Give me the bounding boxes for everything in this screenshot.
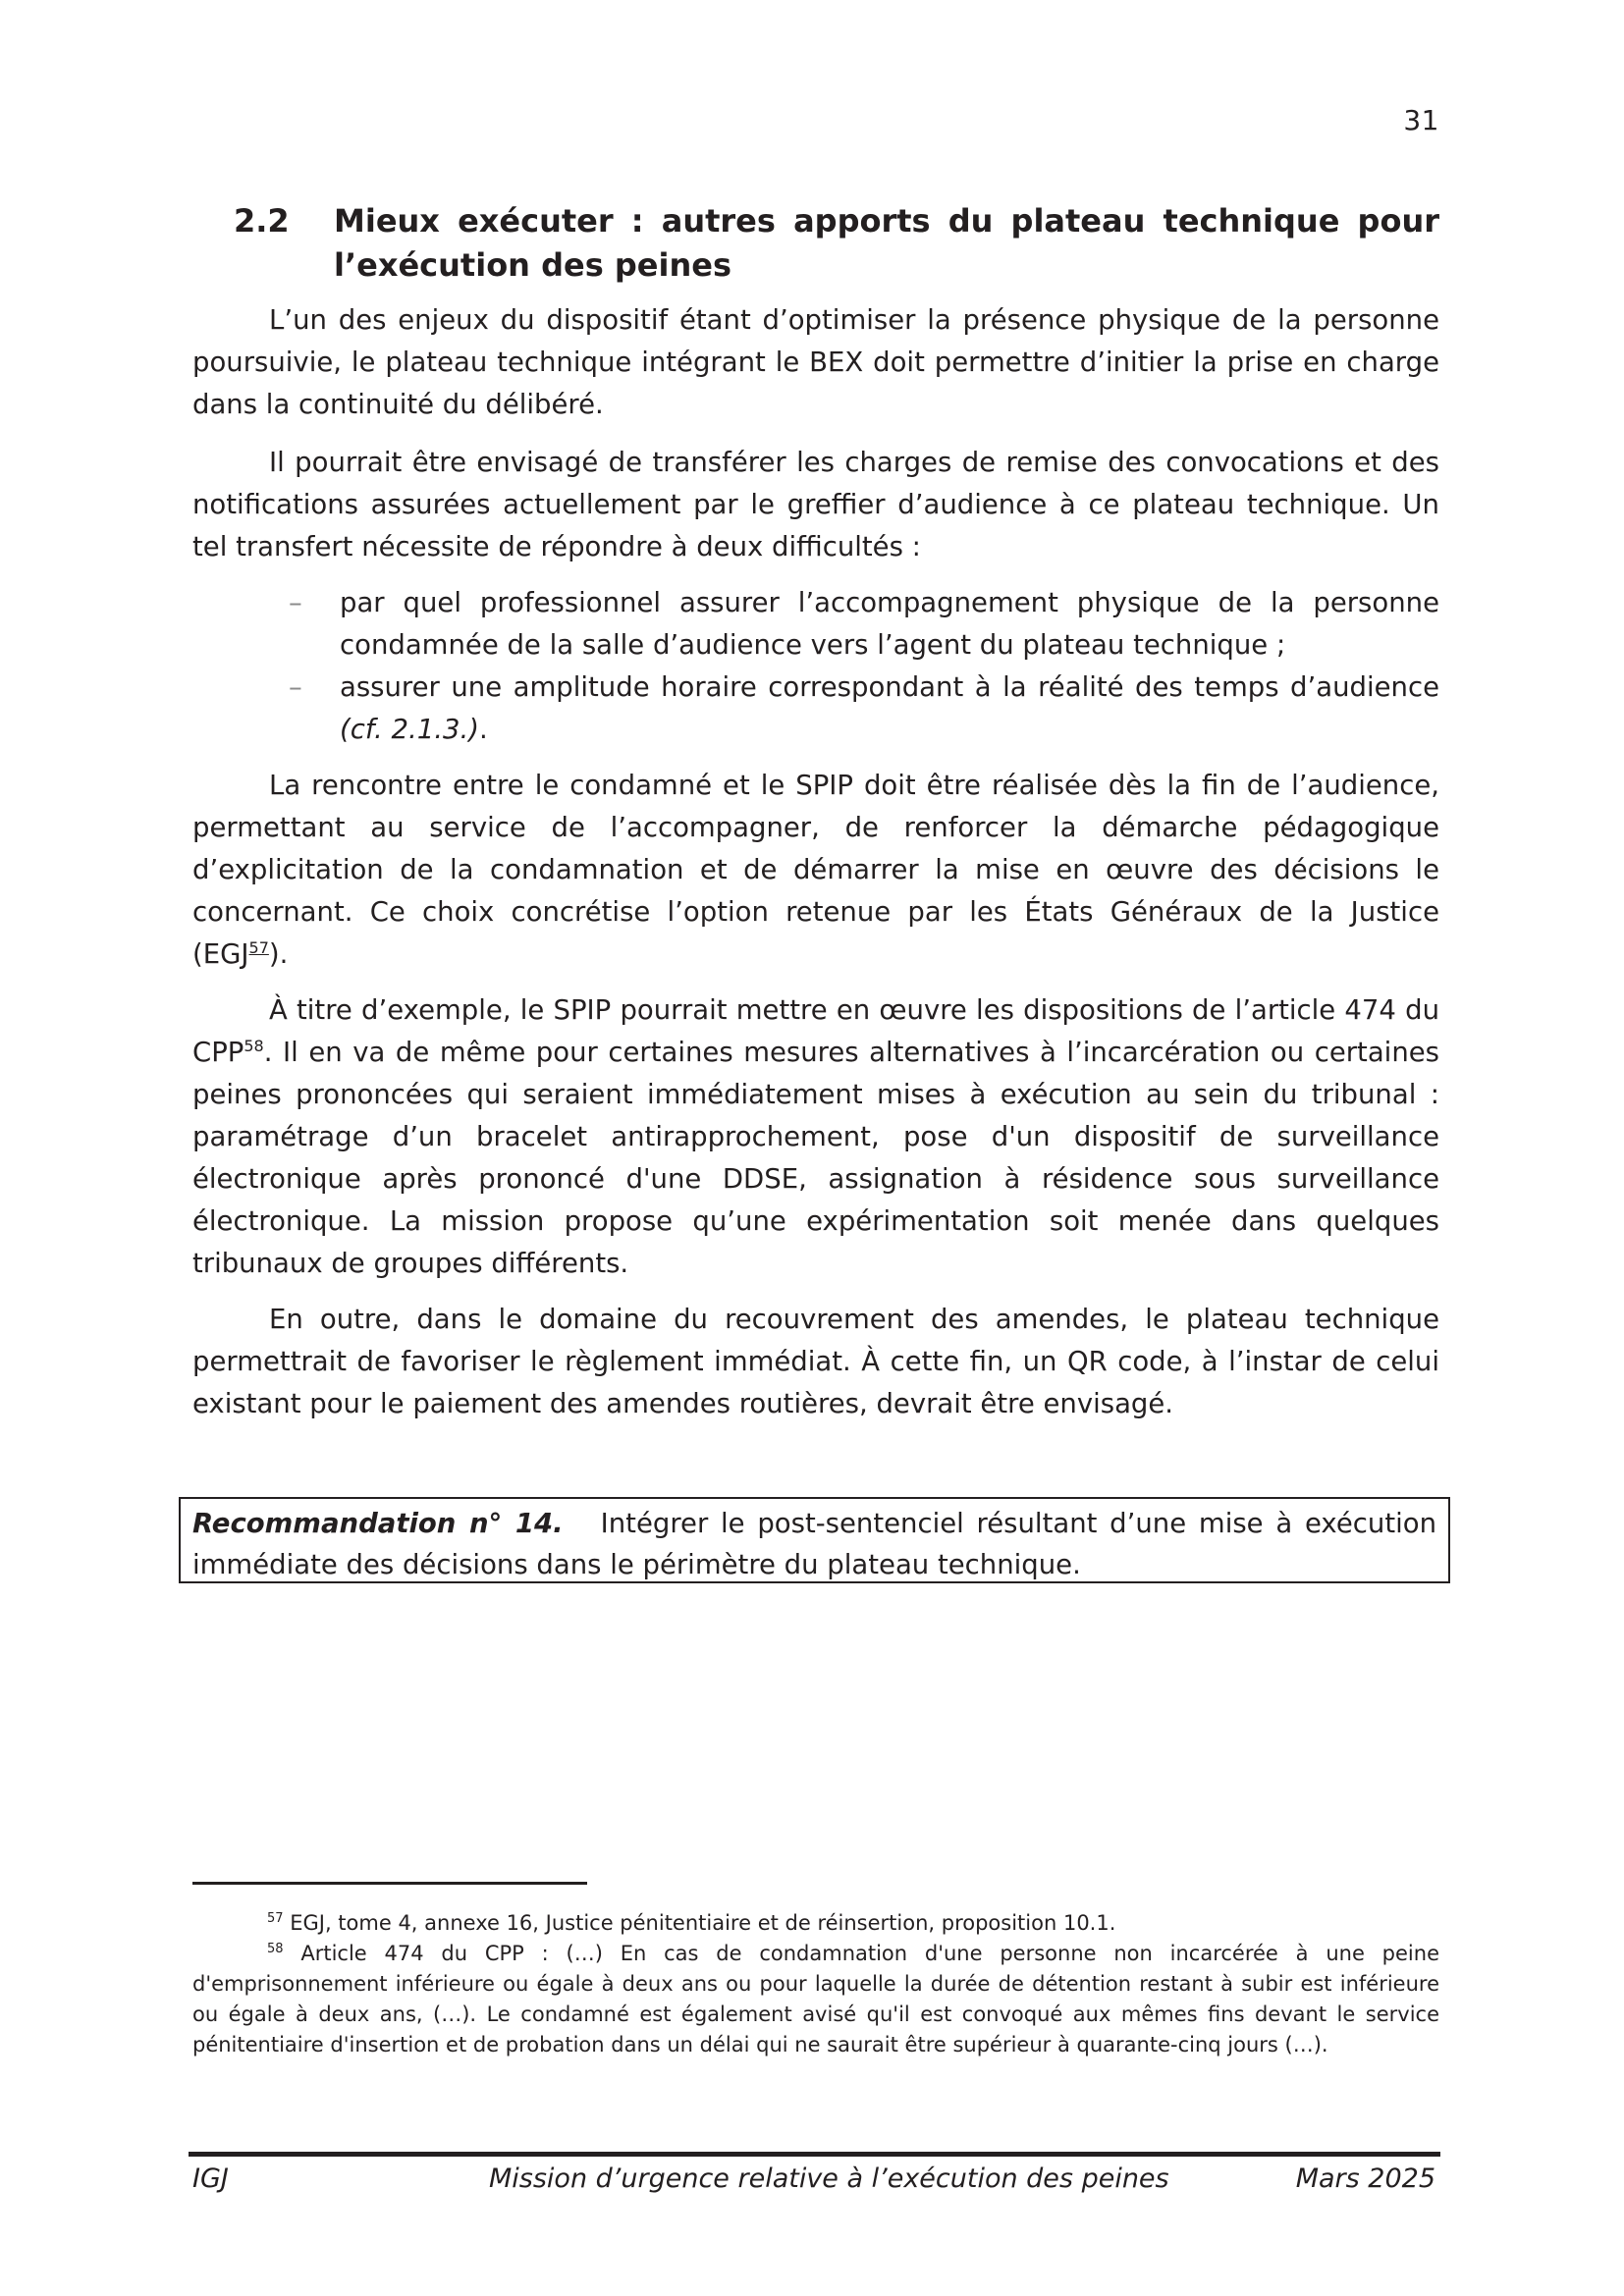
recommendation-text: Intégrer le post-sentenciel résultant d’une mise à exécution immédiate des décisions dans le périmètre du plateau technique. [192, 1508, 1436, 1580]
list-item-text: par quel professionnel assurer l’accompagnement physique de la personne condamnée de la salle d’audience vers l’agent du plateau technique ; [340, 587, 1439, 661]
paragraph-4 [192, 989, 1439, 1285]
recommendation-label: Recommandation n° 14. [192, 1508, 564, 1539]
list-item [192, 667, 1439, 751]
recommendation-content [192, 1503, 1436, 1585]
dash-bullet-icon: – [289, 671, 302, 703]
footer-rule [189, 2152, 1440, 2157]
paragraph-5 [192, 1299, 1439, 1425]
paragraph-text: L’un des enjeux du dispositif étant d’optimiser la présence physique de la personne poursuivie, le plateau technique intégrant le BEX doit permettre d’initier la prise en charge dans la continuité du délibéré. [192, 304, 1439, 420]
footnote-number: 58 [267, 1942, 284, 1956]
section-number: 2.2 [234, 202, 290, 240]
list-item [192, 582, 1439, 667]
section-title-line-2: l’exécution des peines [334, 246, 731, 284]
footnote-ref-57[interactable]: 57 [248, 937, 269, 957]
list-item-text: assurer une amplitude horaire correspondant à la réalité des temps d’audience [340, 671, 1439, 703]
paragraph-3 [192, 765, 1439, 976]
paragraph-text [192, 765, 1439, 976]
paragraph-2 [192, 442, 1439, 568]
paragraph-text: Il pourrait être envisagé de transférer les charges de remise des convocations et des notifications assurées actuellement par le greffier d’audience à ce plateau technique. Un tel transfert nécessite de répondre à deux difficultés : [192, 447, 1439, 562]
section-title-line-1: Mieux exécuter : autres apports du plateau technique pour [334, 202, 1439, 240]
recommendation-box [179, 1497, 1450, 1583]
footnote-58 [192, 1939, 1439, 2060]
paragraph-text-end: . Il en va de même pour certaines mesures alternatives à l’incarcération ou certaines peines prononcées qui seraient immédiatement mises à exécution au sein du tribunal : paramétrage d’un bracelet antirapprochement, pose d'un dispositif de surveillance électronique après prononcé d'une DDSE, assignation à résidence sous surveillance électronique. La mission propose qu’une expérimentation soit menée dans quelques tribunaux de groupes différents. [192, 1037, 1439, 1279]
section-title [334, 199, 1439, 288]
footer-organization: IGJ [192, 2163, 229, 2194]
footer-report-title: Mission d’urgence relative à l’exécution des peines [489, 2163, 1169, 2194]
page-number: 31 [1403, 104, 1439, 136]
paragraph-text [192, 989, 1439, 1285]
footnote-number: 57 [267, 1911, 284, 1926]
paragraph-text: En outre, dans le domaine du recouvrement des amendes, le plateau technique permettrait de favoriser le règlement immédiat. À cette fin, un QR code, à l’instar de celui existant pour le paiement des amendes routières, devrait être envisagé. [192, 1304, 1439, 1419]
paragraph-1 [192, 299, 1439, 426]
paragraph-text-end: ). [268, 938, 289, 970]
footnote-57 [192, 1908, 1439, 1939]
footnote-ref-58[interactable]: 58 [244, 1036, 264, 1055]
difficulties-list [192, 582, 1439, 751]
footnote-text: EGJ, tome 4, annexe 16, Justice pénitentiaire et de réinsertion, proposition 10.1. [283, 1911, 1116, 1935]
page-footer [192, 2160, 1439, 2199]
footnote-separator [192, 1882, 587, 1885]
paragraph-text-start: La rencontre entre le condamné et le SPIP doit être réalisée dès la fin de l’audience, permettant au service de l’accompagner, de renforcer la démarche pédagogique d’explicitation de la condamnation et de démarrer la mise en œuvre des décisions le concernant. Ce choix concrétise l’option retenue par les États Généraux de la Justice (EGJ [192, 770, 1439, 970]
section-heading [192, 199, 1439, 288]
list-item-text-end: . [478, 714, 488, 745]
dash-bullet-icon: – [289, 587, 302, 618]
cross-reference: (cf. 2.1.3.) [340, 714, 479, 745]
footnote-text: Article 474 du CPP : (…) En cas de condamnation d'une personne non incarcérée à une peine d'emprisonnement inférieure ou égale à deux ans ou pour laquelle la durée de détention restant à subir est inférieure ou égale à deux ans, (…). Le condamné est également avisé qu'il est convoqué aux mêmes fins devant le service pénitentiaire d'insertion et de probation dans un délai qui ne saurait être supérieur à quarante-cinq jours (…). [192, 1942, 1439, 2056]
footnotes [192, 1908, 1439, 2060]
paragraph-text-start: À titre d’exemple, le SPIP pourrait mettre en œuvre les dispositions de l’article 474 du CPP [192, 994, 1439, 1068]
footer-date: Mars 2025 [1295, 2163, 1435, 2194]
